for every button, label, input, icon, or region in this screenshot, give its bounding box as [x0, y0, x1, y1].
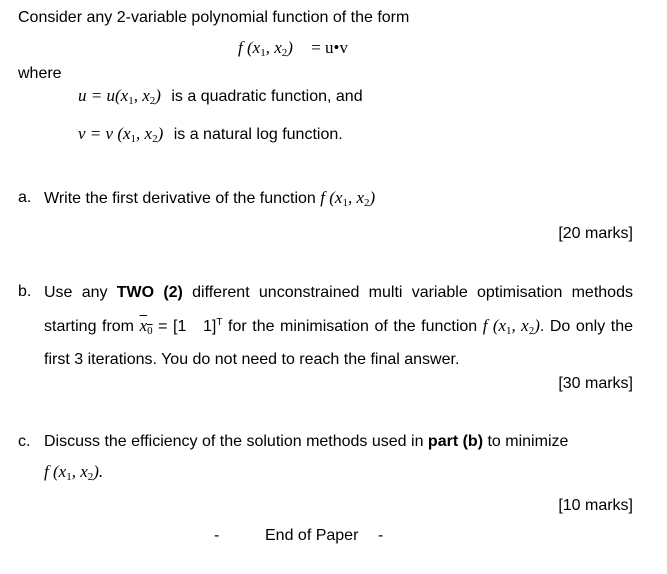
where-label: where — [18, 65, 62, 82]
question-c-label: c. — [18, 433, 31, 450]
question-c-text: Discuss the efficiency of the solution methods used in part (b) to minimize — [44, 433, 569, 450]
u-definition: $u = u(x_1$, $x_2$) is a quadratic function, and — [78, 86, 363, 107]
main-formula: f ($x_1$, $x_2$) = u•v — [238, 38, 348, 59]
question-c-marks: [10 marks] — [558, 497, 633, 514]
intro-text: Consider any 2-variable polynomial function of the form — [18, 9, 410, 26]
question-b-label: b. — [18, 283, 32, 300]
footer-dash-left: - — [214, 527, 220, 544]
question-c-func: f ($x_1$, $x_2$). — [44, 462, 104, 483]
question-b-text: Use any TWO (2) different unconstrained multi variable optimisation methods starting from $x_0 = [1$ 1]$^T$ for the minimisation of the function f ($x_1$, $x_2$). Do only the first 3 iterations. You do not need to reach the final answer. — [44, 284, 633, 368]
question-b-marks: [30 marks] — [558, 375, 633, 392]
question-a-marks: [20 marks] — [558, 225, 633, 242]
question-a-label: a. — [18, 189, 32, 206]
footer-text: End of Paper — [265, 527, 359, 544]
v-definition: v = v ($x_1$, $x_2$) is a natural log function. — [78, 124, 343, 145]
question-a-text: Write the first derivative of the function f ($x_1$, $x_2$) — [44, 188, 376, 209]
footer-dash-right: - — [378, 527, 384, 544]
